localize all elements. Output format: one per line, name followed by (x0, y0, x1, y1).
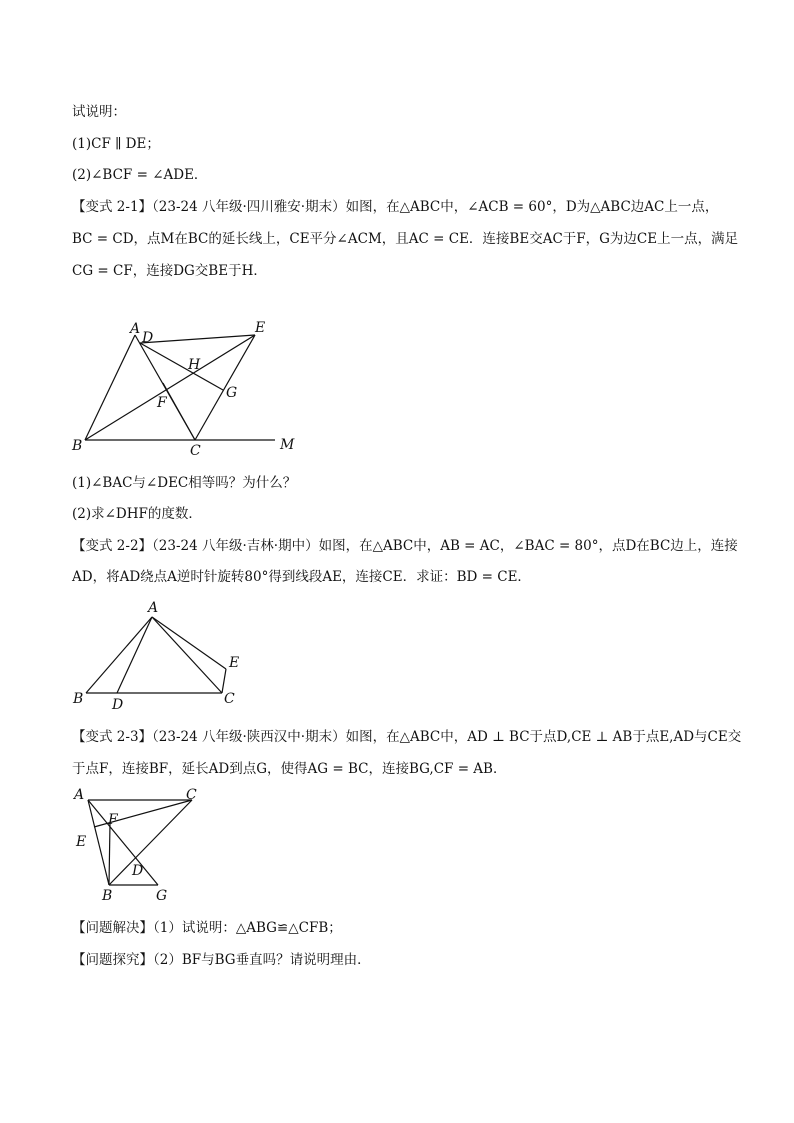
label-B: B (102, 888, 113, 904)
label-A: A (148, 600, 159, 616)
label-F: F (157, 395, 167, 411)
label-M: M (280, 437, 295, 453)
label-E: E (255, 320, 266, 336)
segment-AE (152, 617, 226, 669)
text-line: (2)∠BCF = ∠ADE． (72, 167, 208, 183)
label-G: G (156, 888, 168, 904)
label-A: A (130, 321, 141, 337)
figure-2-3 (60, 782, 220, 907)
label-G: G (226, 385, 238, 401)
segment-BF (109, 823, 110, 885)
label-F: F (108, 812, 118, 828)
segment-AC (152, 617, 222, 693)
text-line: 【问题探究】（2）BF与BG垂直吗？请说明理由． (72, 952, 371, 968)
label-D: D (132, 863, 144, 879)
text-line: CG = CF，连接DG交BE于H． (72, 263, 267, 279)
label-B: B (72, 438, 83, 454)
label-D: D (142, 330, 154, 346)
label-E: E (76, 834, 87, 850)
label-E: E (229, 655, 240, 671)
segment-AB (86, 617, 152, 693)
problem-2-1-intro: 【变式 2-1】（23-24 八年级·四川雅安·期末）如图，在△ABC中，∠ACB = 60°，D为△ABC边AC上一点， (72, 199, 719, 215)
text-line: 于点F，连接BF，延长AD到点G，使得AG = BC，连接BG,CF = AB． (72, 761, 507, 777)
problem-2-2-intro: 【变式 2-2】（23-24 八年级·吉林·期中）如图，在△ABC中，AB = AC，∠BAC = 80°，点D在BC边上，连接 (72, 538, 738, 554)
text-line: AD，将AD绕点A逆时针旋转80°得到线段AE，连接CE．求证：BD = CE． (72, 569, 531, 585)
text-line: BC = CD，点M在BC的延长线上，CE平分∠ACM，且AC = CE．连接BE交AC于F，G为边CE上一点，满足 (72, 231, 739, 247)
text-line: (1)∠BAC与∠DEC相等吗？为什么？ (72, 475, 297, 491)
label-C: C (190, 443, 201, 459)
segment-AD (117, 617, 152, 693)
label-D: D (112, 697, 124, 713)
label-C: C (224, 691, 235, 707)
segment-CE (195, 335, 255, 440)
segment-CE (222, 669, 226, 693)
problem-2-3-intro: 【变式 2-3】（23-24 八年级·陕西汉中·期末）如图，在△ABC中，AD ⊥ BC于点D,CE ⊥ AB于点E,AD与CE交 (72, 729, 742, 745)
segment-FC (163, 383, 195, 440)
segment-BC (109, 800, 192, 885)
text-line: (2)求∠DHF的度数． (72, 506, 202, 522)
label-B: B (73, 691, 84, 707)
text-line: (1)CF ∥ DE； (72, 136, 160, 152)
text-line: 试说明： (72, 104, 126, 120)
label-A: A (74, 787, 85, 803)
label-H: H (188, 357, 201, 373)
label-C: C (186, 787, 197, 803)
text-line: 【问题解决】（1）试说明：△ABG≌△CFB； (72, 920, 342, 936)
figure-2-1 (60, 315, 320, 460)
figure-2-2 (60, 595, 260, 713)
segment-DE (140, 335, 255, 343)
